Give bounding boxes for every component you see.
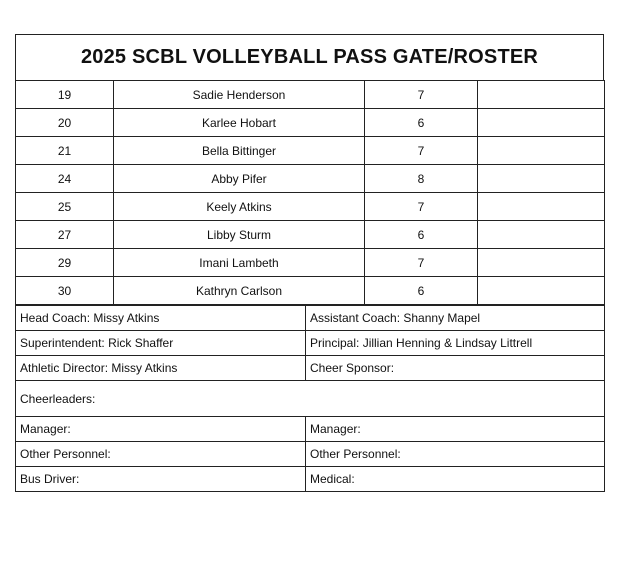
player-name-cell: Keely Atkins	[114, 193, 365, 221]
player-grade-cell: 8	[365, 165, 478, 193]
player-name-cell: Abby Pifer	[114, 165, 365, 193]
player-extra-cell	[478, 277, 605, 305]
player-grade-cell: 7	[365, 137, 478, 165]
player-extra-cell	[478, 249, 605, 277]
player-number-cell: 25	[16, 193, 114, 221]
player-number-cell: 27	[16, 221, 114, 249]
player-name-cell: Karlee Hobart	[114, 109, 365, 137]
cheerleaders-cell: Cheerleaders:	[16, 381, 605, 417]
assistant-coach-cell: Assistant Coach: Shanny Mapel	[306, 306, 605, 331]
player-number-cell: 30	[16, 277, 114, 305]
player-number-cell: 19	[16, 81, 114, 109]
player-extra-cell	[478, 81, 605, 109]
staff-table	[15, 305, 605, 492]
other-personnel-right-cell: Other Personnel:	[306, 442, 605, 467]
manager-right-cell: Manager:	[306, 417, 605, 442]
roster-row	[16, 193, 605, 221]
roster-sheet	[15, 34, 604, 492]
player-number-cell: 24	[16, 165, 114, 193]
staff-row	[16, 331, 605, 356]
staff-row	[16, 306, 605, 331]
roster-table	[15, 80, 605, 305]
staff-row	[16, 442, 605, 467]
player-name-cell: Sadie Henderson	[114, 81, 365, 109]
manager-left-cell: Manager:	[16, 417, 306, 442]
roster-row	[16, 221, 605, 249]
player-number-cell: 21	[16, 137, 114, 165]
player-grade-cell: 7	[365, 193, 478, 221]
roster-row	[16, 249, 605, 277]
head-coach-cell: Head Coach: Missy Atkins	[16, 306, 306, 331]
player-extra-cell	[478, 165, 605, 193]
roster-row	[16, 277, 605, 305]
player-extra-cell	[478, 109, 605, 137]
player-name-cell: Imani Lambeth	[114, 249, 365, 277]
other-personnel-left-cell: Other Personnel:	[16, 442, 306, 467]
player-grade-cell: 6	[365, 221, 478, 249]
player-grade-cell: 7	[365, 249, 478, 277]
roster-row	[16, 81, 605, 109]
player-grade-cell: 7	[365, 81, 478, 109]
player-name-cell: Libby Sturm	[114, 221, 365, 249]
bus-driver-cell: Bus Driver:	[16, 467, 306, 492]
superintendent-cell: Superintendent: Rick Shaffer	[16, 331, 306, 356]
player-number-cell: 20	[16, 109, 114, 137]
player-extra-cell	[478, 137, 605, 165]
player-extra-cell	[478, 221, 605, 249]
page-title: 2025 SCBL VOLLEYBALL PASS GATE/ROSTER	[15, 34, 604, 80]
player-grade-cell: 6	[365, 109, 478, 137]
principal-cell: Principal: Jillian Henning & Lindsay Littrell	[306, 331, 605, 356]
roster-row	[16, 109, 605, 137]
medical-cell: Medical:	[306, 467, 605, 492]
staff-row	[16, 417, 605, 442]
roster-row	[16, 165, 605, 193]
athletic-director-cell: Athletic Director: Missy Atkins	[16, 356, 306, 381]
player-grade-cell: 6	[365, 277, 478, 305]
roster-row	[16, 137, 605, 165]
cheer-sponsor-cell: Cheer Sponsor:	[306, 356, 605, 381]
player-extra-cell	[478, 193, 605, 221]
player-name-cell: Kathryn Carlson	[114, 277, 365, 305]
player-number-cell: 29	[16, 249, 114, 277]
staff-row	[16, 356, 605, 381]
staff-row	[16, 467, 605, 492]
staff-row	[16, 381, 605, 417]
player-name-cell: Bella Bittinger	[114, 137, 365, 165]
